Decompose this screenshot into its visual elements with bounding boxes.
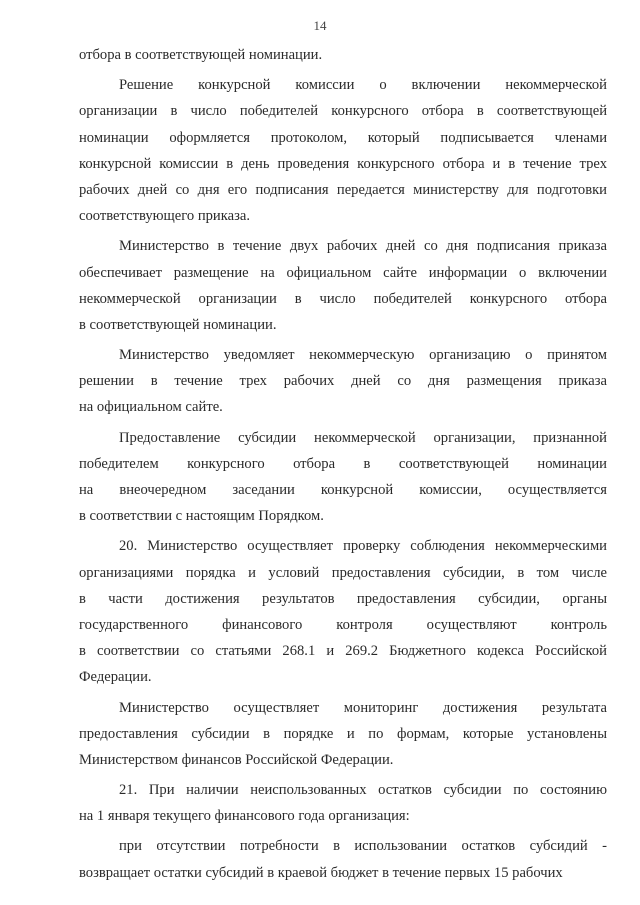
paragraph [79, 72, 607, 229]
text-line: Министерством финансов Российской Федерации. [79, 751, 394, 768]
text-line: организациями порядка и условий предоставления субсидии, в том числе [79, 564, 607, 581]
text-line: в соответствии со статьями 268.1 и 269.2 Бюджетного кодекса Российской [79, 643, 607, 660]
paragraph [79, 777, 607, 829]
paragraph [79, 233, 607, 338]
document-body [79, 42, 607, 886]
text-line: в соответствующей номинации. [79, 316, 277, 333]
text-line: конкурсной комиссии в день проведения конкурсного отбора и в течение трех [79, 155, 607, 172]
text-line: государственного финансового контроля осуществляют контроль [79, 616, 607, 633]
text-line: 21. При наличии неиспользованных остатков субсидии по состоянию [119, 782, 607, 799]
text-line: 20. Министерство осуществляет проверку соблюдения некоммерческими [119, 538, 607, 555]
paragraph [79, 425, 607, 530]
text-line: соответствующего приказа. [79, 208, 250, 225]
text-line: на внеочередном заседании конкурсной комиссии, осуществляется [79, 482, 607, 498]
text-line: решении в течение трех рабочих дней со дня размещения приказа [79, 373, 607, 390]
text-line: Предоставление субсидии некоммерческой организации, признанной [119, 429, 607, 446]
text-line: рабочих дней со дня его подписания передается министерству для подготовки [79, 181, 607, 198]
page-number: 14 [313, 18, 327, 33]
paragraph [79, 533, 607, 690]
text-line: Решение конкурсной комиссии о включении некоммерческой [119, 77, 607, 94]
paragraph [79, 342, 607, 421]
text-line: предоставления субсидии в порядке и по формам, которые установлены [79, 725, 607, 742]
text-line: в части достижения результатов предоставления субсидии, органы [79, 590, 607, 607]
paragraph [79, 833, 607, 885]
paragraph [79, 695, 607, 774]
text-line: на официальном сайте. [79, 399, 223, 416]
text-line: Федерации. [79, 669, 152, 686]
text-line: отбора в соответствующей номинации. [79, 47, 323, 63]
text-line: при отсутствии потребности в использовании остатков субсидий - [119, 838, 607, 855]
text-line: некоммерческой организации в число победителей конкурсного отбора [79, 290, 607, 307]
text-line: обеспечивает размещение на официальном сайте информации о включении [79, 264, 607, 281]
text-line: победителем конкурсного отбора в соответствующей номинации [79, 455, 607, 472]
text-line: Министерство в течение двух рабочих дней со дня подписания приказа [119, 238, 607, 255]
text-line: номинации оформляется протоколом, который подписывается членами [79, 129, 607, 146]
text-line: в соответствии с настоящим Порядком. [79, 508, 324, 525]
text-line: возвращает остатки субсидий в краевой бюджет в течение первых 15 рабочих [79, 864, 563, 881]
text-line: Министерство уведомляет некоммерческую организацию о принятом [119, 347, 607, 364]
text-line: на 1 января текущего финансового года организация: [79, 808, 410, 825]
text-line: Министерство осуществляет мониторинг достижения результата [119, 699, 607, 716]
paragraph [79, 42, 607, 68]
text-line: организации в число победителей конкурсного отбора в соответствующей [79, 103, 607, 120]
